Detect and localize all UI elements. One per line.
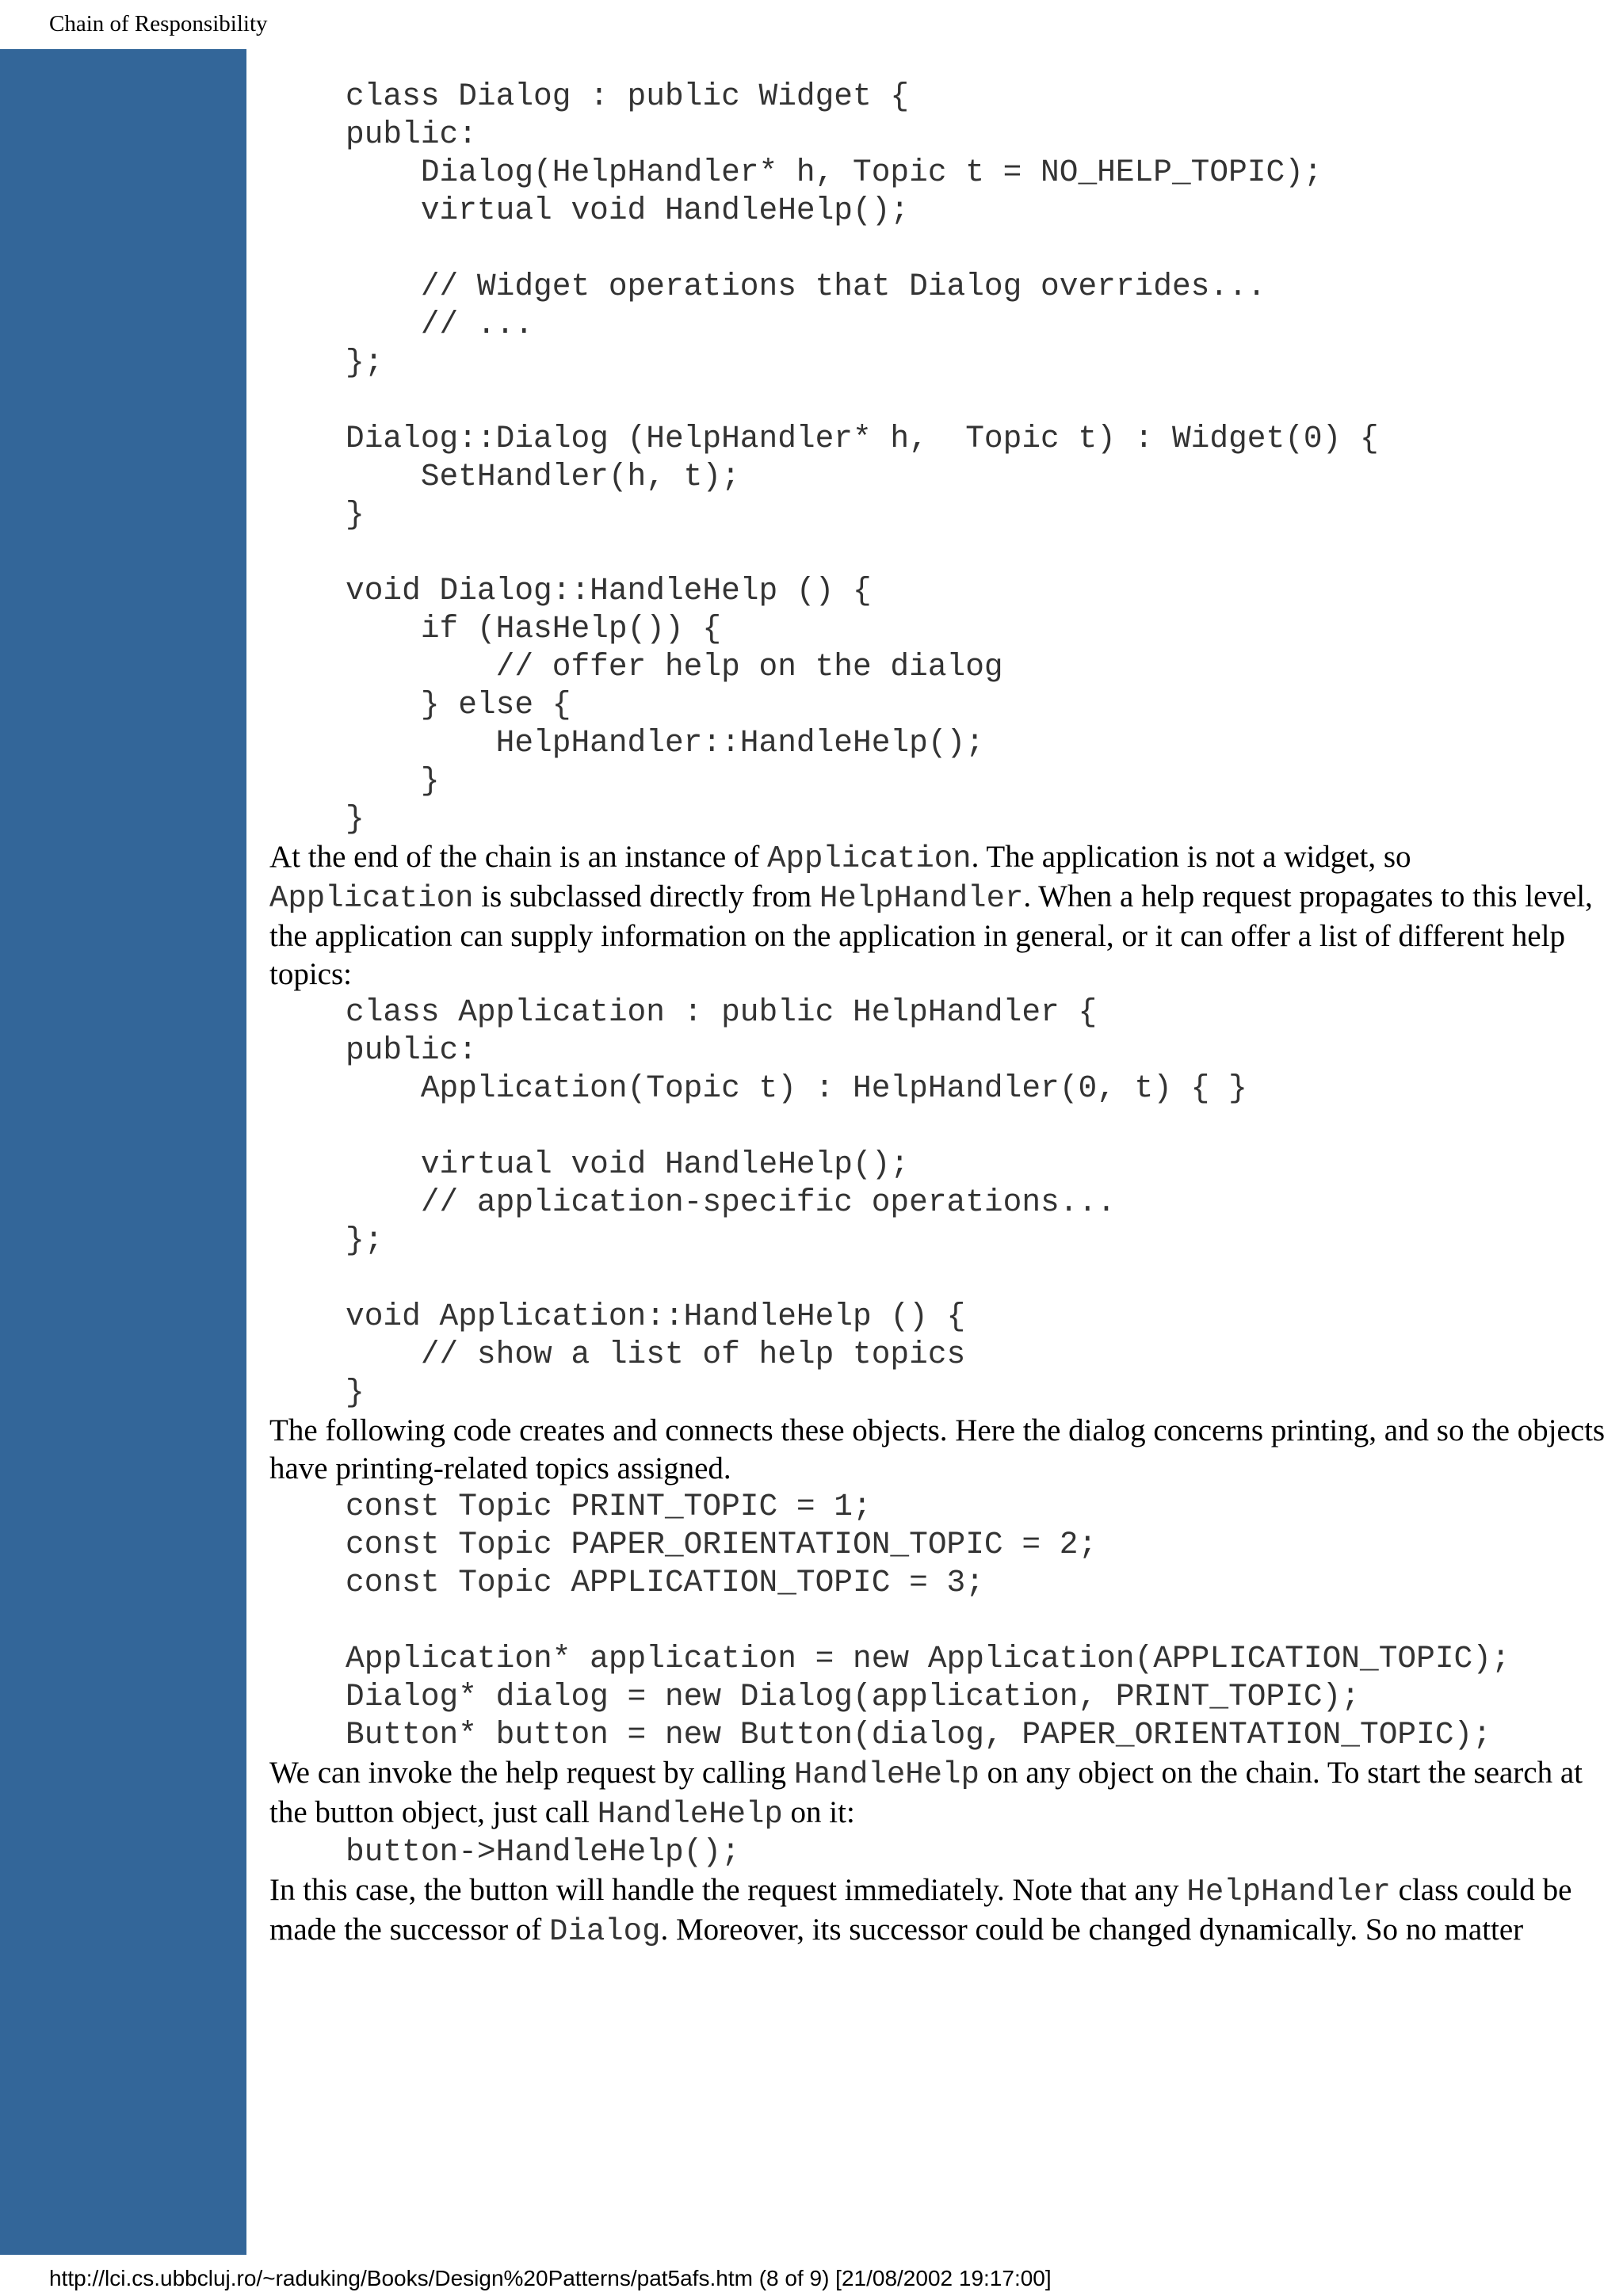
- paragraph-invoke-help: [269, 1754, 1609, 1833]
- paragraph-text: on it:: [782, 1795, 855, 1829]
- paragraph-conclusion: [269, 1871, 1609, 1951]
- paragraph-text: . When a help request propagates to this level, the application can supply information on the application in general, or it can offer a list of different help topics:: [269, 879, 1593, 991]
- inline-code: HandleHelp: [793, 1757, 980, 1792]
- paragraph-text: . The application is not a widget, so: [971, 840, 1411, 874]
- inline-code: HelpHandler: [1186, 1875, 1391, 1909]
- page-footer-url: http://lci.cs.ubbcluj.ro/~raduking/Books/Design%20Patterns/pat5afs.htm (8 of 9) [21/08/2002 19:17:00]: [49, 2266, 1052, 2290]
- code-block-application: class Application : public HelpHandler { public: Application(Topic t) : HelpHandler(0, t) { } virtual void HandleHelp(); // application-specific operations... }; void Application::HandleHelp () { // show a list of help topics }: [346, 994, 1247, 1410]
- inline-code: Application: [767, 841, 972, 876]
- paragraph-text: on any object on the chain. To start the search at the button object, just call: [269, 1756, 1583, 1829]
- main-content: [269, 78, 1609, 1951]
- code-block-setup: const Topic PRINT_TOPIC = 1; const Topic PAPER_ORIENTATION_TOPIC = 2; const Topic APPLICATION_TOPIC = 3; Application* application = new Application(APPLICATION_TOPIC); Dialog* dialog = new Dialog(application, PRINT_TOPIC); Button* button = new Button(dialog, PAPER_ORIENTATION_TOPIC);: [346, 1489, 1510, 1753]
- paragraph-text: is subclassed directly from: [473, 879, 819, 913]
- inline-code: Application: [269, 881, 474, 916]
- sidebar-panel: [0, 49, 246, 2255]
- inline-code: HandleHelp: [597, 1797, 783, 1832]
- paragraph-text: At the end of the chain is an instance of: [269, 840, 768, 874]
- paragraph-text: The following code creates and connects these objects. Here the dialog concerns printing, and so the objects have printing-related topics assigned.: [269, 1413, 1606, 1486]
- code-block-dialog: class Dialog : public Widget { public: Dialog(HelpHandler* h, Topic t = NO_HELP_TOPIC); virtual void HandleHelp(); // Widget operations that Dialog overrides... // ... }; Dialog::Dialog (HelpHandler* h, Topic t) : Widget(0) { SetHandler(h, t); } void Dialog::HandleHelp () { if (HasHelp()) { // offer help on the dialog } else { HelpHandler::HandleHelp(); } }: [346, 78, 1379, 837]
- paragraph-text: . Moreover, its successor could be changed dynamically. So no matter: [660, 1913, 1524, 1947]
- paragraph-application-intro: [269, 838, 1609, 994]
- paragraph-text: In this case, the button will handle the request immediately. Note that any: [269, 1873, 1187, 1907]
- code-block-invoke: button->HandleHelp();: [346, 1834, 740, 1870]
- paragraph-text: class could be made the successor of: [269, 1873, 1572, 1947]
- paragraph-objects-setup: [269, 1412, 1609, 1488]
- paragraph-text: We can invoke the help request by calling: [269, 1756, 794, 1790]
- page-header-title: Chain of Responsibility: [49, 11, 268, 36]
- inline-code: Dialog: [549, 1914, 661, 1949]
- inline-code: HelpHandler: [819, 881, 1024, 916]
